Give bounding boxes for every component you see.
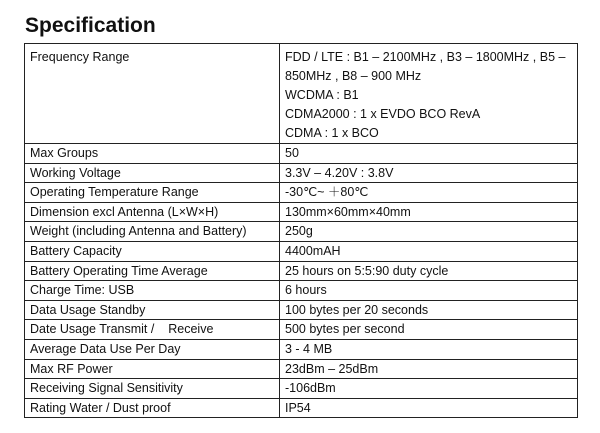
spec-row	[25, 144, 578, 164]
spec-table	[24, 43, 578, 418]
spec-label: Rating Water / Dust proof	[25, 398, 280, 418]
spec-row-frequency-range	[25, 44, 578, 144]
spec-value: 100 bytes per 20 seconds	[280, 300, 578, 320]
spec-label: Date Usage Transmit / Receive	[25, 320, 280, 340]
spec-label: Operating Temperature Range	[25, 183, 280, 203]
spec-value: IP54	[280, 398, 578, 418]
spec-value: -30℃~ ＋80℃	[280, 183, 578, 203]
spec-value: 6 hours	[280, 281, 578, 301]
spec-value: 3.3V – 4.20V : 3.8V	[280, 163, 578, 183]
spec-label: Receiving Signal Sensitivity	[25, 379, 280, 399]
spec-label: Dimension excl Antenna (L×W×H)	[25, 202, 280, 222]
spec-value: 250g	[280, 222, 578, 242]
spec-row	[25, 183, 578, 203]
spec-value: 25 hours on 5:5:90 duty cycle	[280, 261, 578, 281]
spec-value-line: CDMA : 1 x BCO	[285, 126, 379, 140]
spec-label: Working Voltage	[25, 163, 280, 183]
spec-table-body	[25, 44, 578, 418]
spec-label: Average Data Use Per Day	[25, 339, 280, 359]
spec-value: 3 - 4 MB	[280, 339, 578, 359]
spec-row	[25, 320, 578, 340]
page-title: Specification	[25, 14, 156, 37]
spec-value: -106dBm	[280, 379, 578, 399]
spec-row	[25, 222, 578, 242]
spec-label: Charge Time: USB	[25, 281, 280, 301]
spec-row	[25, 163, 578, 183]
spec-value: 4400mAH	[280, 241, 578, 261]
spec-value-line: 850MHz , B8 – 900 MHz	[285, 69, 422, 83]
spec-value: 500 bytes per second	[280, 320, 578, 340]
spec-label: Weight (including Antenna and Battery)	[25, 222, 280, 242]
spec-label: Max RF Power	[25, 359, 280, 379]
spec-value: 23dBm – 25dBm	[280, 359, 578, 379]
spec-row	[25, 202, 578, 222]
spec-value-line: CDMA2000 : 1 x EVDO BCO RevA	[285, 107, 481, 121]
spec-value: 50	[280, 144, 578, 164]
spec-label: Data Usage Standby	[25, 300, 280, 320]
spec-value: 130mm×60mm×40mm	[280, 202, 578, 222]
spec-value-line: WCDMA : B1	[285, 88, 359, 102]
spec-label: Max Groups	[25, 144, 280, 164]
spec-value	[280, 44, 578, 144]
spec-row	[25, 339, 578, 359]
spec-row	[25, 359, 578, 379]
spec-value-line: FDD / LTE : B1 – 2100MHz , B3 – 1800MHz , B5 –	[285, 50, 566, 64]
spec-row	[25, 398, 578, 418]
spec-label: Frequency Range	[25, 44, 280, 144]
spec-row	[25, 379, 578, 399]
spec-row	[25, 261, 578, 281]
spec-row	[25, 281, 578, 301]
spec-label: Battery Capacity	[25, 241, 280, 261]
spec-row	[25, 300, 578, 320]
spec-row	[25, 241, 578, 261]
spec-label: Battery Operating Time Average	[25, 261, 280, 281]
